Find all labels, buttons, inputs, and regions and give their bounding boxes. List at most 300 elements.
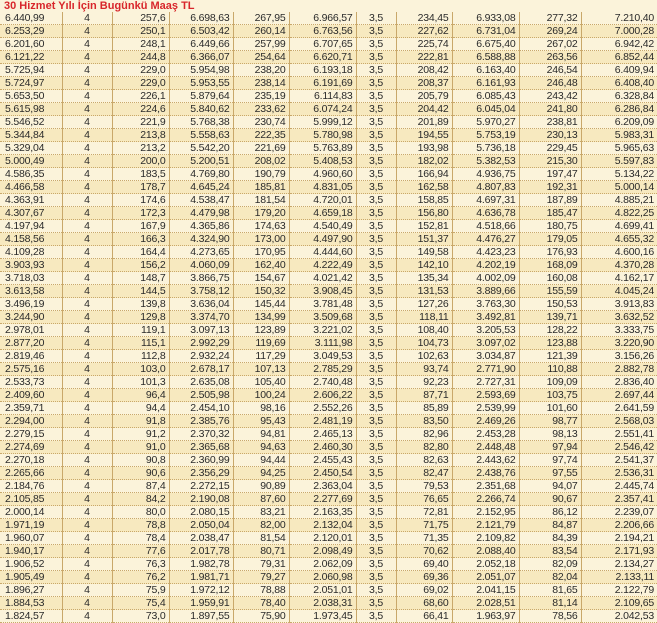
table-cell: 77,6 [112, 545, 169, 558]
table-cell: 90,6 [112, 467, 169, 480]
table-cell: 2.051,01 [289, 584, 356, 597]
table-cell: 79,27 [233, 571, 289, 584]
table-cell: 3,5 [356, 376, 396, 389]
table-cell: 241,80 [519, 103, 581, 116]
table-cell: 80,0 [112, 506, 169, 519]
table-cell: 6.193,18 [289, 64, 356, 77]
table-cell: 3.221,02 [289, 324, 356, 337]
table-cell: 98,77 [519, 415, 581, 428]
table-cell: 4.960,60 [289, 168, 356, 181]
table-cell: 174,6 [112, 194, 169, 207]
table-cell: 222,81 [396, 51, 452, 64]
table-cell: 3,5 [356, 363, 396, 376]
table-cell: 230,74 [233, 116, 289, 129]
table-cell: 3,5 [356, 441, 396, 454]
table-cell: 139,71 [519, 311, 581, 324]
table-cell: 167,9 [112, 220, 169, 233]
table-cell: 4 [62, 51, 112, 64]
table-cell: 4.807,83 [452, 181, 519, 194]
table-cell: 4.202,19 [452, 259, 519, 272]
table-cell: 145,44 [233, 298, 289, 311]
table-cell: 94,81 [233, 428, 289, 441]
table-cell: 4 [62, 337, 112, 350]
table-cell: 182,02 [396, 155, 452, 168]
table-cell: 82,00 [233, 519, 289, 532]
table-cell: 2.120,01 [289, 532, 356, 545]
table-cell: 119,1 [112, 324, 169, 337]
table-cell: 2.460,30 [289, 441, 356, 454]
table-cell: 4 [62, 259, 112, 272]
table-cell: 6.045,04 [452, 103, 519, 116]
table-cell: 1.972,12 [169, 584, 233, 597]
table-cell: 224,6 [112, 103, 169, 116]
table-cell: 2.536,31 [581, 467, 657, 480]
table-cell: 176,93 [519, 246, 581, 259]
table-cell: 4 [62, 181, 112, 194]
table-row [0, 480, 657, 493]
table-cell: 94,63 [233, 441, 289, 454]
table-cell: 4.162,17 [581, 272, 657, 285]
table-row [0, 168, 657, 181]
table-cell: 257,6 [112, 12, 169, 25]
table-cell: 2.277,69 [289, 493, 356, 506]
table-cell: 4.720,01 [289, 194, 356, 207]
table-cell: 2.184,76 [0, 480, 62, 493]
table-cell: 134,99 [233, 311, 289, 324]
table-cell: 96,4 [112, 389, 169, 402]
table-cell: 69,36 [396, 571, 452, 584]
table-row [0, 467, 657, 480]
table-cell: 234,45 [396, 12, 452, 25]
table-cell: 5.879,64 [169, 90, 233, 103]
table-cell: 263,56 [519, 51, 581, 64]
table-cell: 2.357,41 [581, 493, 657, 506]
table-cell: 260,14 [233, 25, 289, 38]
table-cell: 4 [62, 12, 112, 25]
table-cell: 71,35 [396, 532, 452, 545]
table-row [0, 12, 657, 25]
table-cell: 5.558,63 [169, 129, 233, 142]
table-cell: 94,07 [519, 480, 581, 493]
table-cell: 5.780,98 [289, 129, 356, 142]
table-cell: 185,81 [233, 181, 289, 194]
table-cell: 3,5 [356, 64, 396, 77]
table-cell: 2.132,04 [289, 519, 356, 532]
table-row [0, 597, 657, 610]
table-cell: 204,42 [396, 103, 452, 116]
table-cell: 2.785,29 [289, 363, 356, 376]
table-cell: 121,39 [519, 350, 581, 363]
table-cell: 160,08 [519, 272, 581, 285]
table-cell: 82,09 [519, 558, 581, 571]
table-cell: 75,9 [112, 584, 169, 597]
table-cell: 144,5 [112, 285, 169, 298]
table-cell: 4 [62, 324, 112, 337]
table-cell: 5.408,53 [289, 155, 356, 168]
table-cell: 5.768,38 [169, 116, 233, 129]
table-cell: 3.889,66 [452, 285, 519, 298]
table-cell: 104,73 [396, 337, 452, 350]
table-row [0, 324, 657, 337]
table-cell: 112,8 [112, 350, 169, 363]
table-cell: 2.163,35 [289, 506, 356, 519]
table-cell: 98,13 [519, 428, 581, 441]
table-cell: 4.497,90 [289, 233, 356, 246]
table-cell: 3,5 [356, 480, 396, 493]
table-cell: 4 [62, 285, 112, 298]
table-cell: 2.552,26 [289, 402, 356, 415]
table-row [0, 129, 657, 142]
table-cell: 3,5 [356, 155, 396, 168]
table-cell: 7.210,40 [581, 12, 657, 25]
table-cell: 2.978,01 [0, 324, 62, 337]
table-cell: 3.244,90 [0, 311, 62, 324]
table-cell: 1.960,07 [0, 532, 62, 545]
table-cell: 83,50 [396, 415, 452, 428]
table-cell: 2.265,66 [0, 467, 62, 480]
table-cell: 3.613,58 [0, 285, 62, 298]
table-cell: 90,89 [233, 480, 289, 493]
table-cell: 139,8 [112, 298, 169, 311]
table-cell: 6.191,69 [289, 77, 356, 90]
table-cell: 127,26 [396, 298, 452, 311]
table-cell: 227,62 [396, 25, 452, 38]
table-cell: 3.111,98 [289, 337, 356, 350]
table-cell: 3,5 [356, 168, 396, 181]
table-cell: 94,4 [112, 402, 169, 415]
table-cell: 3.220,90 [581, 337, 657, 350]
table-cell: 152,81 [396, 220, 452, 233]
table-cell: 6.675,40 [452, 38, 519, 51]
table-cell: 4.885,21 [581, 194, 657, 207]
table-cell: 6.852,44 [581, 51, 657, 64]
table-cell: 4.822,25 [581, 207, 657, 220]
table-cell: 3,5 [356, 467, 396, 480]
table-cell: 2.038,47 [169, 532, 233, 545]
table-cell: 3.097,13 [169, 324, 233, 337]
table-cell: 90,67 [519, 493, 581, 506]
table-cell: 2.060,98 [289, 571, 356, 584]
table-cell: 5.542,20 [169, 142, 233, 155]
table-cell: 4 [62, 103, 112, 116]
table-cell: 3.763,30 [452, 298, 519, 311]
table-cell: 5.840,62 [169, 103, 233, 116]
table-cell: 248,1 [112, 38, 169, 51]
table-body [0, 12, 657, 623]
table-cell: 3,5 [356, 77, 396, 90]
table-cell: 2.134,27 [581, 558, 657, 571]
table-cell: 3,5 [356, 285, 396, 298]
table-cell: 187,89 [519, 194, 581, 207]
table-cell: 162,58 [396, 181, 452, 194]
table-row [0, 428, 657, 441]
table-cell: 2.593,69 [452, 389, 519, 402]
table-cell: 2.575,16 [0, 363, 62, 376]
table-cell: 179,05 [519, 233, 581, 246]
table-cell: 238,14 [233, 77, 289, 90]
table-cell: 208,42 [396, 64, 452, 77]
table-cell: 2.877,20 [0, 337, 62, 350]
table-row [0, 142, 657, 155]
table-cell: 3.049,53 [289, 350, 356, 363]
table-cell: 2.190,08 [169, 493, 233, 506]
table-cell: 110,88 [519, 363, 581, 376]
table-cell: 185,47 [519, 207, 581, 220]
table-row [0, 389, 657, 402]
table-cell: 5.344,84 [0, 129, 62, 142]
table-cell: 1.897,55 [169, 610, 233, 623]
table-cell: 4.273,65 [169, 246, 233, 259]
table-cell: 4.600,16 [581, 246, 657, 259]
table-cell: 4 [62, 428, 112, 441]
table-cell: 3,5 [356, 415, 396, 428]
table-cell: 4 [62, 142, 112, 155]
table-cell: 244,8 [112, 51, 169, 64]
table-cell: 73,0 [112, 610, 169, 623]
table-cell: 4.699,41 [581, 220, 657, 233]
table-cell: 3,5 [356, 181, 396, 194]
table-cell: 78,4 [112, 532, 169, 545]
table-cell: 78,8 [112, 519, 169, 532]
table-cell: 2.454,10 [169, 402, 233, 415]
table-cell: 2.882,78 [581, 363, 657, 376]
table-cell: 3.333,75 [581, 324, 657, 337]
table-row [0, 64, 657, 77]
table-cell: 5.965,63 [581, 142, 657, 155]
table-cell: 213,8 [112, 129, 169, 142]
table-cell: 158,85 [396, 194, 452, 207]
table-cell: 2.836,40 [581, 376, 657, 389]
table-cell: 2.568,03 [581, 415, 657, 428]
table-cell: 4.324,90 [169, 233, 233, 246]
table-cell: 4.466,58 [0, 181, 62, 194]
table-cell: 2.098,49 [289, 545, 356, 558]
table-cell: 2.438,76 [452, 467, 519, 480]
table-cell: 246,48 [519, 77, 581, 90]
table-cell: 3.758,12 [169, 285, 233, 298]
table-cell: 79,31 [233, 558, 289, 571]
table-cell: 3,5 [356, 25, 396, 38]
table-row [0, 285, 657, 298]
table-cell: 4.697,31 [452, 194, 519, 207]
table-cell: 4.370,28 [581, 259, 657, 272]
table-cell: 2.062,09 [289, 558, 356, 571]
table-cell: 7.000,28 [581, 25, 657, 38]
table-cell: 1.982,78 [169, 558, 233, 571]
table-cell: 3.205,53 [452, 324, 519, 337]
table-cell: 4 [62, 298, 112, 311]
table-cell: 3,5 [356, 194, 396, 207]
table-cell: 2.270,18 [0, 454, 62, 467]
table-cell: 90,8 [112, 454, 169, 467]
table-cell: 118,11 [396, 311, 452, 324]
table-cell: 3,5 [356, 389, 396, 402]
table-cell: 2.122,79 [581, 584, 657, 597]
table-cell: 2.992,29 [169, 337, 233, 350]
table-cell: 69,02 [396, 584, 452, 597]
table-cell: 2.606,22 [289, 389, 356, 402]
table-cell: 183,5 [112, 168, 169, 181]
table-cell: 84,2 [112, 493, 169, 506]
table-cell: 84,87 [519, 519, 581, 532]
table-cell: 166,3 [112, 233, 169, 246]
salary-table [0, 12, 657, 623]
table-cell: 4.158,56 [0, 233, 62, 246]
table-cell: 4 [62, 64, 112, 77]
table-cell: 2.171,93 [581, 545, 657, 558]
table-cell: 5.382,53 [452, 155, 519, 168]
table-cell: 2.042,53 [581, 610, 657, 623]
table-cell: 257,99 [233, 38, 289, 51]
table-cell: 6.163,40 [452, 64, 519, 77]
table-cell: 4 [62, 558, 112, 571]
table-cell: 254,64 [233, 51, 289, 64]
table-cell: 5.954,98 [169, 64, 233, 77]
table-cell: 3.496,19 [0, 298, 62, 311]
table-cell: 3,5 [356, 38, 396, 51]
table-cell: 2.017,78 [169, 545, 233, 558]
table-row [0, 298, 657, 311]
table-row [0, 506, 657, 519]
table-cell: 238,20 [233, 64, 289, 77]
table-cell: 4.363,91 [0, 194, 62, 207]
table-cell: 4 [62, 610, 112, 623]
table-cell: 6.933,08 [452, 12, 519, 25]
table-row [0, 558, 657, 571]
table-cell: 4.655,32 [581, 233, 657, 246]
table-cell: 76,65 [396, 493, 452, 506]
table-row [0, 207, 657, 220]
table-cell: 3,5 [356, 311, 396, 324]
table-cell: 2.274,69 [0, 441, 62, 454]
table-cell: 5.763,89 [289, 142, 356, 155]
table-cell: 6.328,84 [581, 90, 657, 103]
table-cell: 4 [62, 571, 112, 584]
table-cell: 78,40 [233, 597, 289, 610]
table-cell: 101,60 [519, 402, 581, 415]
table-row [0, 38, 657, 51]
table-cell: 109,09 [519, 376, 581, 389]
table-cell: 2.443,62 [452, 454, 519, 467]
table-cell: 3,5 [356, 532, 396, 545]
table-cell: 2.445,74 [581, 480, 657, 493]
table-cell: 178,7 [112, 181, 169, 194]
table-cell: 269,24 [519, 25, 581, 38]
table-cell: 6.209,09 [581, 116, 657, 129]
table-cell: 5.200,51 [169, 155, 233, 168]
table-cell: 1.963,97 [452, 610, 519, 623]
table-cell: 3,5 [356, 324, 396, 337]
table-cell: 6.588,88 [452, 51, 519, 64]
table-cell: 4 [62, 597, 112, 610]
table-cell: 2.635,08 [169, 376, 233, 389]
table-cell: 92,23 [396, 376, 452, 389]
table-cell: 3,5 [356, 545, 396, 558]
table-row [0, 571, 657, 584]
table-cell: 229,45 [519, 142, 581, 155]
table-cell: 243,42 [519, 90, 581, 103]
table-row [0, 194, 657, 207]
table-cell: 2.932,24 [169, 350, 233, 363]
table-cell: 4 [62, 220, 112, 233]
table-cell: 2.133,11 [581, 571, 657, 584]
table-cell: 205,79 [396, 90, 452, 103]
table-cell: 3.034,87 [452, 350, 519, 363]
table-row [0, 311, 657, 324]
table-cell: 6.698,63 [169, 12, 233, 25]
table-cell: 4 [62, 454, 112, 467]
table-cell: 2.360,99 [169, 454, 233, 467]
table-cell: 3.156,26 [581, 350, 657, 363]
table-cell: 4.518,66 [452, 220, 519, 233]
table-cell: 128,22 [519, 324, 581, 337]
table-cell: 2.481,19 [289, 415, 356, 428]
table-cell: 208,37 [396, 77, 452, 90]
table-cell: 4.769,80 [169, 168, 233, 181]
table-cell: 3.374,70 [169, 311, 233, 324]
table-cell: 2.038,31 [289, 597, 356, 610]
table-cell: 81,54 [233, 532, 289, 545]
table-cell: 3.903,93 [0, 259, 62, 272]
table-cell: 4.002,09 [452, 272, 519, 285]
table-row [0, 545, 657, 558]
table-cell: 2.105,85 [0, 493, 62, 506]
table-cell: 103,75 [519, 389, 581, 402]
table-cell: 2.088,40 [452, 545, 519, 558]
table-cell: 82,80 [396, 441, 452, 454]
table-cell: 5.724,97 [0, 77, 62, 90]
table-cell: 149,58 [396, 246, 452, 259]
table-cell: 2.000,14 [0, 506, 62, 519]
table-cell: 2.365,68 [169, 441, 233, 454]
table-cell: 68,60 [396, 597, 452, 610]
table-cell: 246,54 [519, 64, 581, 77]
table-cell: 200,0 [112, 155, 169, 168]
table-cell: 3,5 [356, 571, 396, 584]
table-cell: 103,0 [112, 363, 169, 376]
table-row [0, 584, 657, 597]
table-row [0, 51, 657, 64]
table-cell: 2.109,65 [581, 597, 657, 610]
table-cell: 3.913,83 [581, 298, 657, 311]
table-cell: 2.363,04 [289, 480, 356, 493]
table-cell: 4.831,05 [289, 181, 356, 194]
table-cell: 3,5 [356, 272, 396, 285]
table-cell: 172,3 [112, 207, 169, 220]
table-cell: 2.041,15 [452, 584, 519, 597]
table-cell: 6.503,42 [169, 25, 233, 38]
table-cell: 173,00 [233, 233, 289, 246]
table-row [0, 155, 657, 168]
table-cell: 4.479,98 [169, 207, 233, 220]
table-cell: 3,5 [356, 584, 396, 597]
table-cell: 2.385,76 [169, 415, 233, 428]
table-cell: 4 [62, 77, 112, 90]
table-cell: 76,3 [112, 558, 169, 571]
table-cell: 4 [62, 532, 112, 545]
table-cell: 164,4 [112, 246, 169, 259]
table-cell: 86,12 [519, 506, 581, 519]
table-cell: 82,47 [396, 467, 452, 480]
table-cell: 105,40 [233, 376, 289, 389]
table-cell: 4 [62, 376, 112, 389]
table-cell: 4.586,35 [0, 168, 62, 181]
table-row [0, 402, 657, 415]
table-cell: 71,75 [396, 519, 452, 532]
table-cell: 4.365,86 [169, 220, 233, 233]
table-cell: 277,32 [519, 12, 581, 25]
table-cell: 4.197,94 [0, 220, 62, 233]
